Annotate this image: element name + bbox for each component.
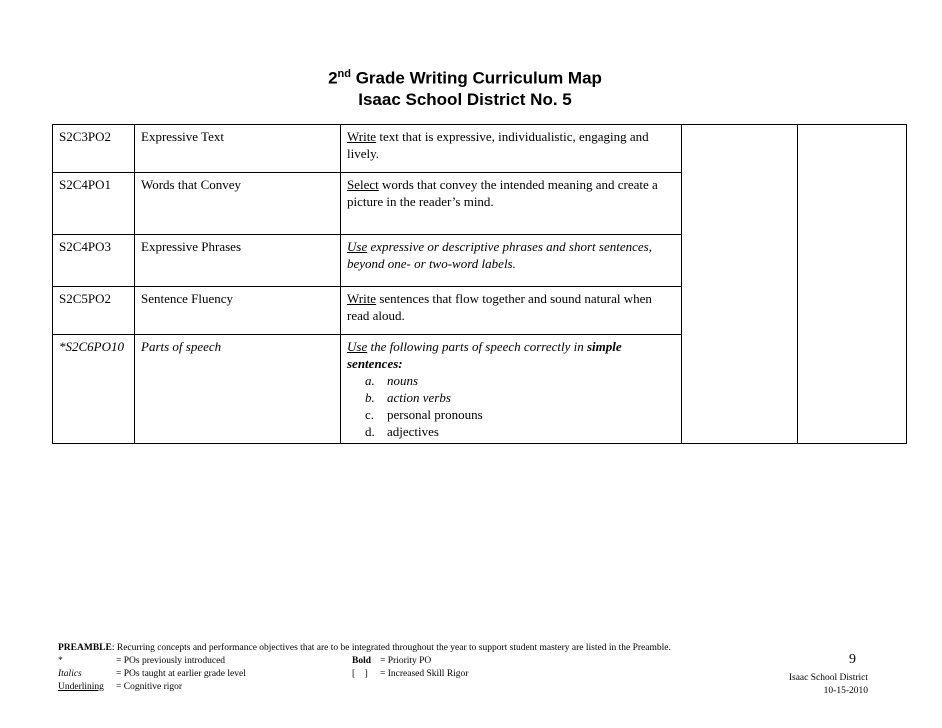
curriculum-table (52, 124, 907, 444)
list-item: c. personal pronouns (365, 407, 483, 422)
po-topic: Parts of speech (135, 335, 341, 444)
page-subtitle: Isaac School District No. 5 (358, 90, 572, 109)
legend-key: [ ] (352, 669, 368, 679)
footer-date: 10-15-2010 (823, 686, 868, 696)
list-item: b. action verbs (365, 390, 451, 405)
legend-value: = Cognitive rigor (116, 682, 183, 692)
list-item: a. nouns (365, 373, 419, 388)
legend-value: = Priority PO (380, 656, 432, 666)
parts-of-speech-list (347, 372, 675, 440)
table-row (53, 125, 907, 173)
page-number: 9 (849, 652, 856, 667)
po-code: S2C4PO3 (53, 235, 135, 287)
list-item: d. adjectives (365, 424, 439, 439)
po-code: S2C5PO2 (53, 287, 135, 335)
po-topic: Expressive Phrases (135, 235, 341, 287)
po-code: S2C3PO2 (53, 125, 135, 173)
legend-value: = Increased Skill Rigor (380, 669, 469, 679)
po-topic: Sentence Fluency (135, 287, 341, 335)
po-code: S2C4PO1 (53, 173, 135, 235)
preamble-note: PREAMBLE: Recurring concepts and performance objectives that are to be integrated throughout the year to support student mastery are listed in the Preamble. (58, 643, 671, 653)
legend-value: = POs taught at earlier grade level (116, 669, 246, 679)
legend-key: Underlining (58, 682, 104, 692)
po-code: *S2C6PO10 (53, 335, 135, 444)
legend-key: Bold (352, 656, 372, 666)
po-description: Select words that convey the intended meaning and create a picture in the reader’s mind. (341, 173, 682, 235)
po-description: Use expressive or descriptive phrases and short sentences, beyond one- or two-word labels. (341, 235, 682, 287)
blank-column-1 (682, 125, 798, 444)
po-topic: Words that Convey (135, 173, 341, 235)
district-footer (789, 672, 868, 698)
po-topic: Expressive Text (135, 125, 341, 173)
blank-column-2 (798, 125, 907, 444)
page-title: 2nd Grade Writing Curriculum Map (328, 68, 602, 88)
po-description: Write sentences that flow together and sound natural when read aloud. (341, 287, 682, 335)
legend-key: * (58, 656, 63, 666)
po-description: Write text that is expressive, individualistic, engaging and lively. (341, 125, 682, 173)
po-description: Use the following parts of speech correctly in simple sentences: a. nouns b. action verbs c. personal pronouns d. adjectives (341, 335, 682, 444)
district-name: Isaac School District (788, 673, 868, 683)
legend-key: Italics (58, 669, 82, 679)
legend-value: = POs previously introduced (116, 656, 226, 666)
